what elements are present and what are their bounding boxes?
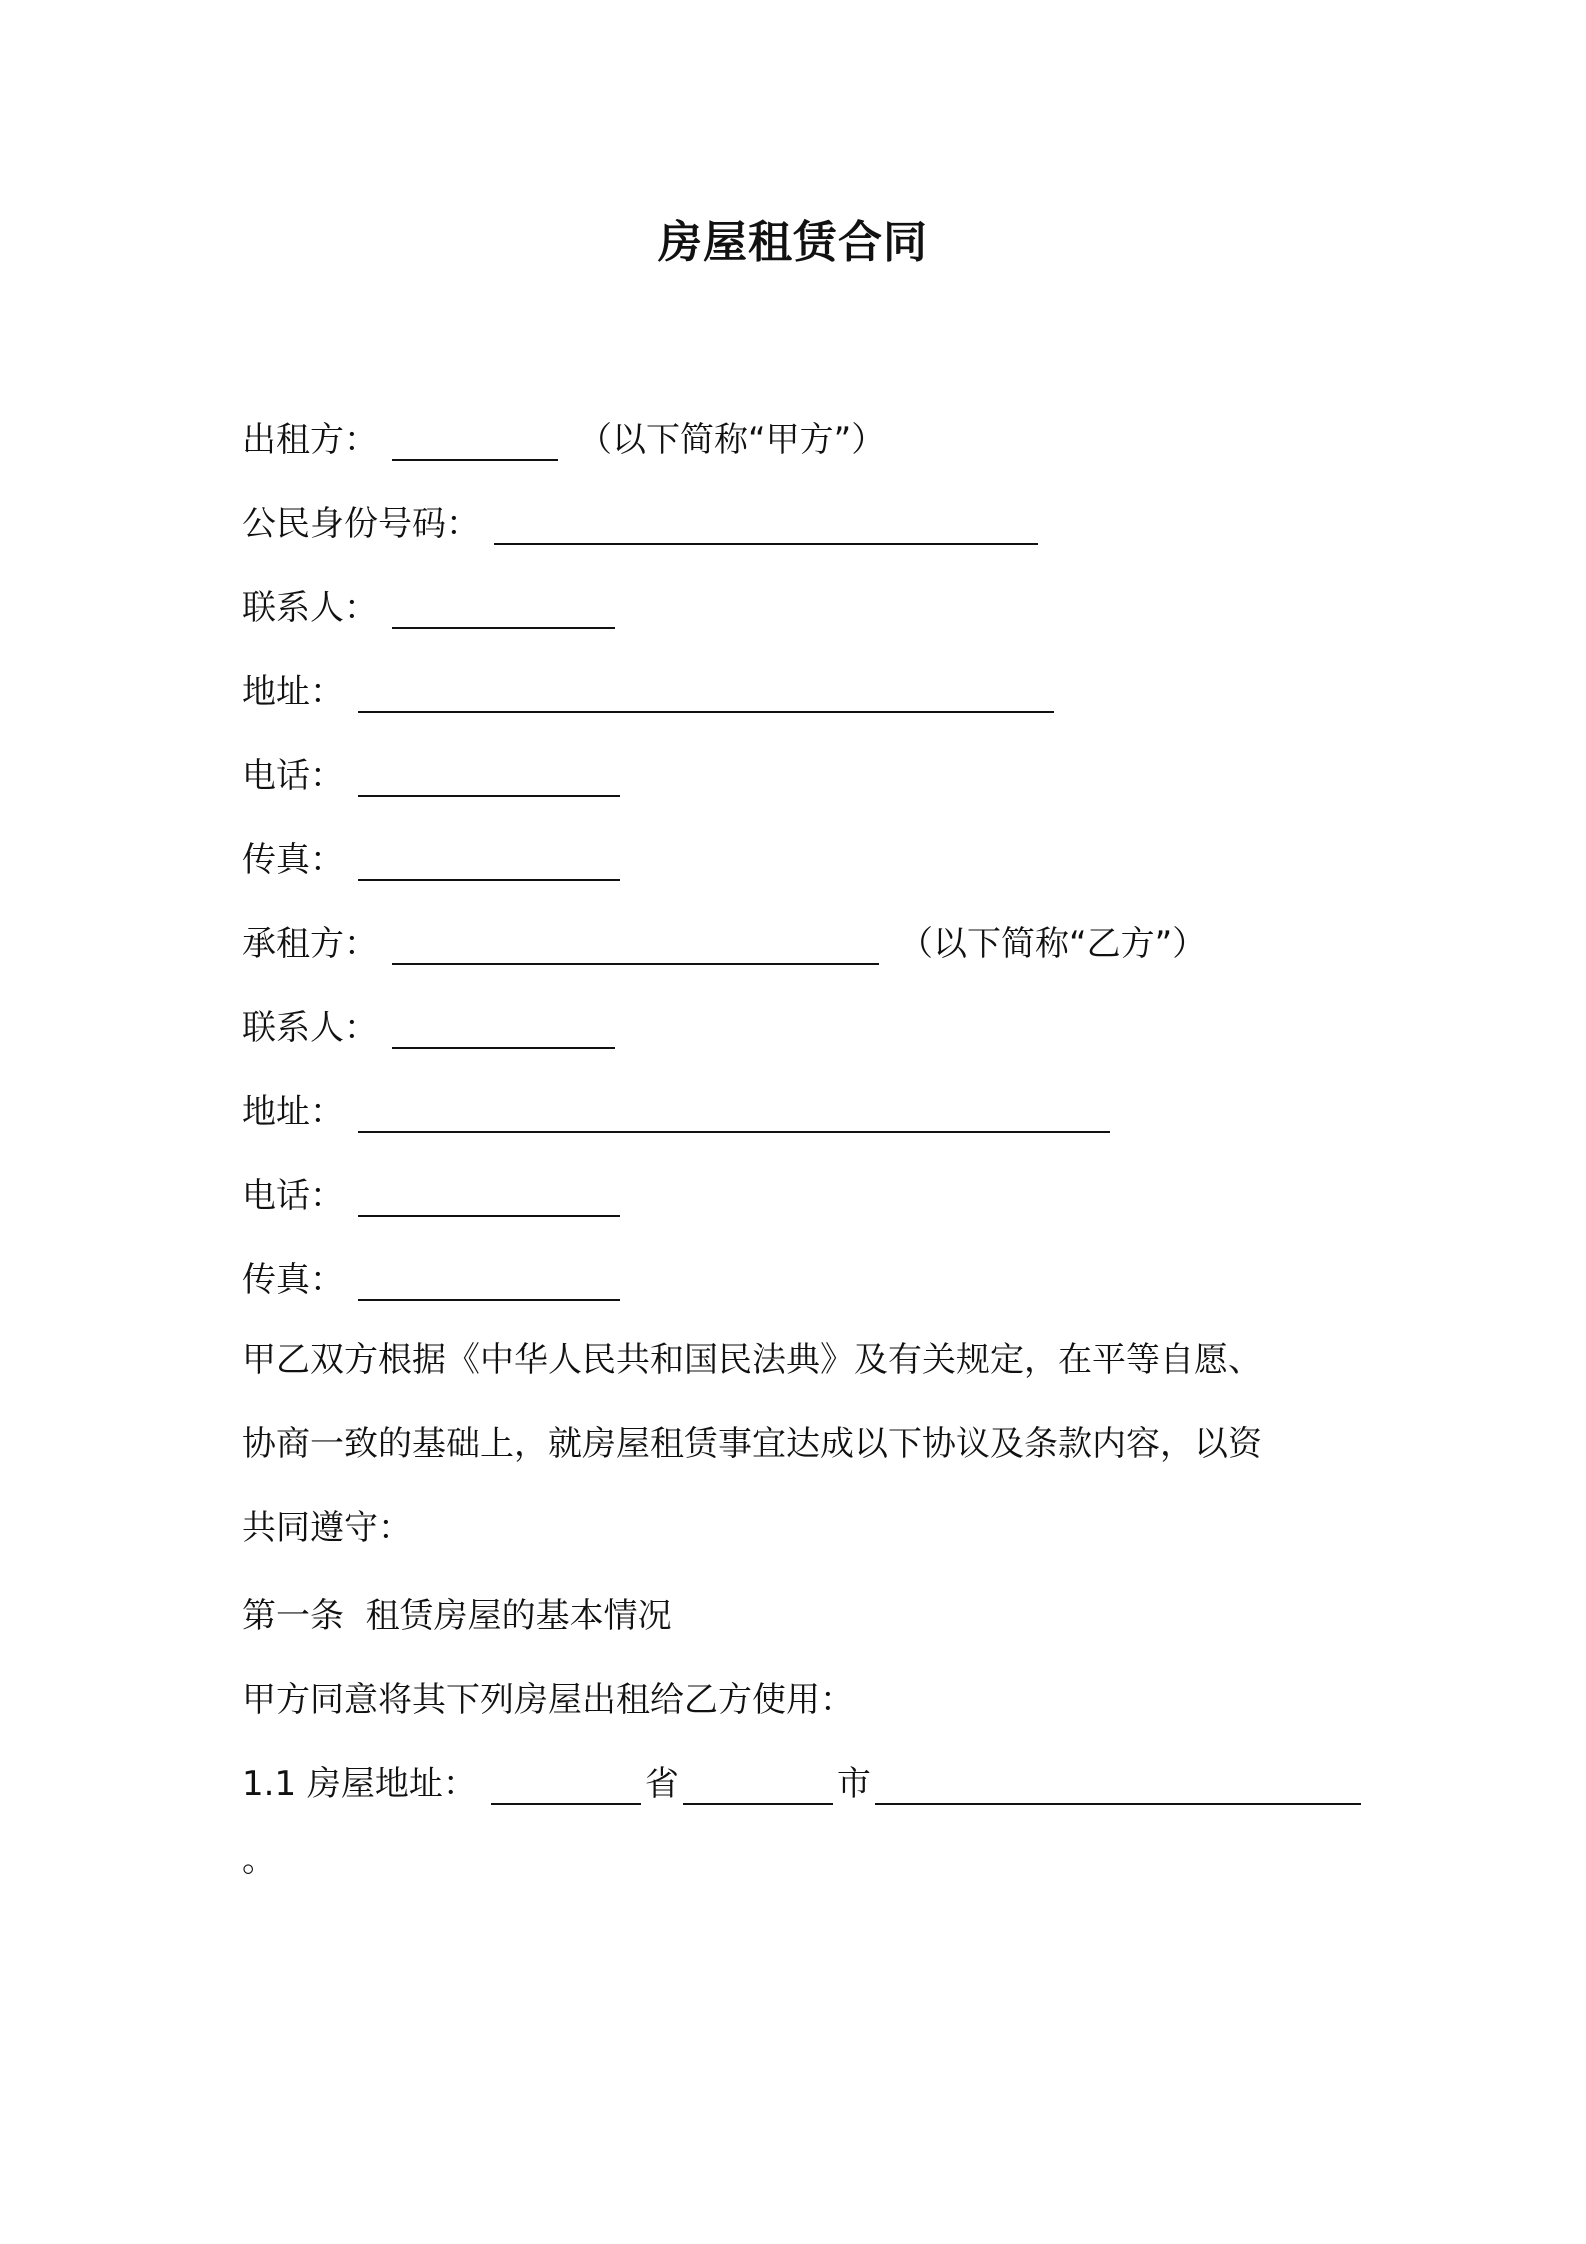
intro-line-2: 协商一致的基础上，就房屋租赁事宜达成以下协议及条款内容，以资: [242, 1424, 1262, 1464]
city-blank[interactable]: [683, 1769, 833, 1805]
lessee-phone-blank[interactable]: [358, 1181, 620, 1217]
lessor-id-label: 公民身份号码：: [242, 504, 480, 544]
article1-heading: [242, 1591, 672, 1641]
lessee-name-label: 承租方：: [242, 924, 378, 964]
lessor-address-blank[interactable]: [358, 677, 1054, 713]
lessee-fax-blank[interactable]: [358, 1265, 620, 1301]
lessor-fax-line: [242, 835, 628, 885]
lessee-phone-label: 电话：: [242, 1176, 344, 1216]
property-address-label: 1.1 房屋地址：: [242, 1764, 477, 1804]
lessor-fax-label: 传真：: [242, 840, 344, 880]
lessee-address-blank[interactable]: [358, 1097, 1110, 1133]
lessee-address-label: 地址：: [242, 1092, 344, 1132]
lessor-id-blank[interactable]: [494, 509, 1038, 545]
province-blank[interactable]: [491, 1769, 641, 1805]
lessor-alias-note: （以下简称“甲方”）: [578, 420, 886, 460]
lessor-contact-blank[interactable]: [392, 593, 615, 629]
lessee-address-line: [242, 1087, 1118, 1137]
address-end-mark: 。: [242, 1840, 276, 1880]
lessee-contact-blank[interactable]: [392, 1013, 615, 1049]
lessee-contact-label: 联系人：: [242, 1008, 378, 1048]
intro-line-3: 共同遵守：: [242, 1508, 412, 1548]
intro-paragraph: [242, 1318, 1356, 1570]
article1-statement: [242, 1675, 854, 1725]
lessee-name-line: [242, 919, 1206, 969]
lessor-phone-label: 电话：: [242, 756, 344, 796]
lessor-address-line: [242, 667, 1062, 717]
lessor-address-label: 地址：: [242, 672, 344, 712]
lessor-contact-label: 联系人：: [242, 588, 378, 628]
street-address-blank[interactable]: [875, 1769, 1361, 1805]
lessor-name-label: 出租方：: [242, 420, 378, 460]
province-unit: 省: [644, 1764, 679, 1804]
lessee-fax-line: [242, 1255, 628, 1305]
lessor-contact-line: [242, 583, 623, 633]
lessor-name-blank[interactable]: [392, 425, 558, 461]
article1-heading-text: 第一条 租赁房屋的基本情况: [242, 1596, 672, 1636]
article1-statement-text: 甲方同意将其下列房屋出租给乙方使用：: [242, 1680, 854, 1720]
lessor-phone-line: [242, 751, 628, 801]
lessee-phone-line: [242, 1171, 628, 1221]
lessor-id-line: [242, 499, 1046, 549]
lessee-contact-line: [242, 1003, 623, 1053]
lessor-fax-blank[interactable]: [358, 845, 620, 881]
property-address-line: [242, 1759, 1361, 1809]
lessor-name-line: [242, 415, 885, 465]
lessee-fax-label: 传真：: [242, 1260, 344, 1300]
lessee-name-blank[interactable]: [392, 929, 879, 965]
document-title: 房屋租赁合同: [658, 217, 928, 268]
lessor-phone-blank[interactable]: [358, 761, 620, 797]
intro-line-1: 甲乙双方根据《中华人民共和国民法典》及有关规定，在平等自愿、: [242, 1340, 1262, 1380]
city-unit: 市: [836, 1764, 871, 1804]
lessee-alias-note: （以下简称“乙方”）: [899, 924, 1207, 964]
